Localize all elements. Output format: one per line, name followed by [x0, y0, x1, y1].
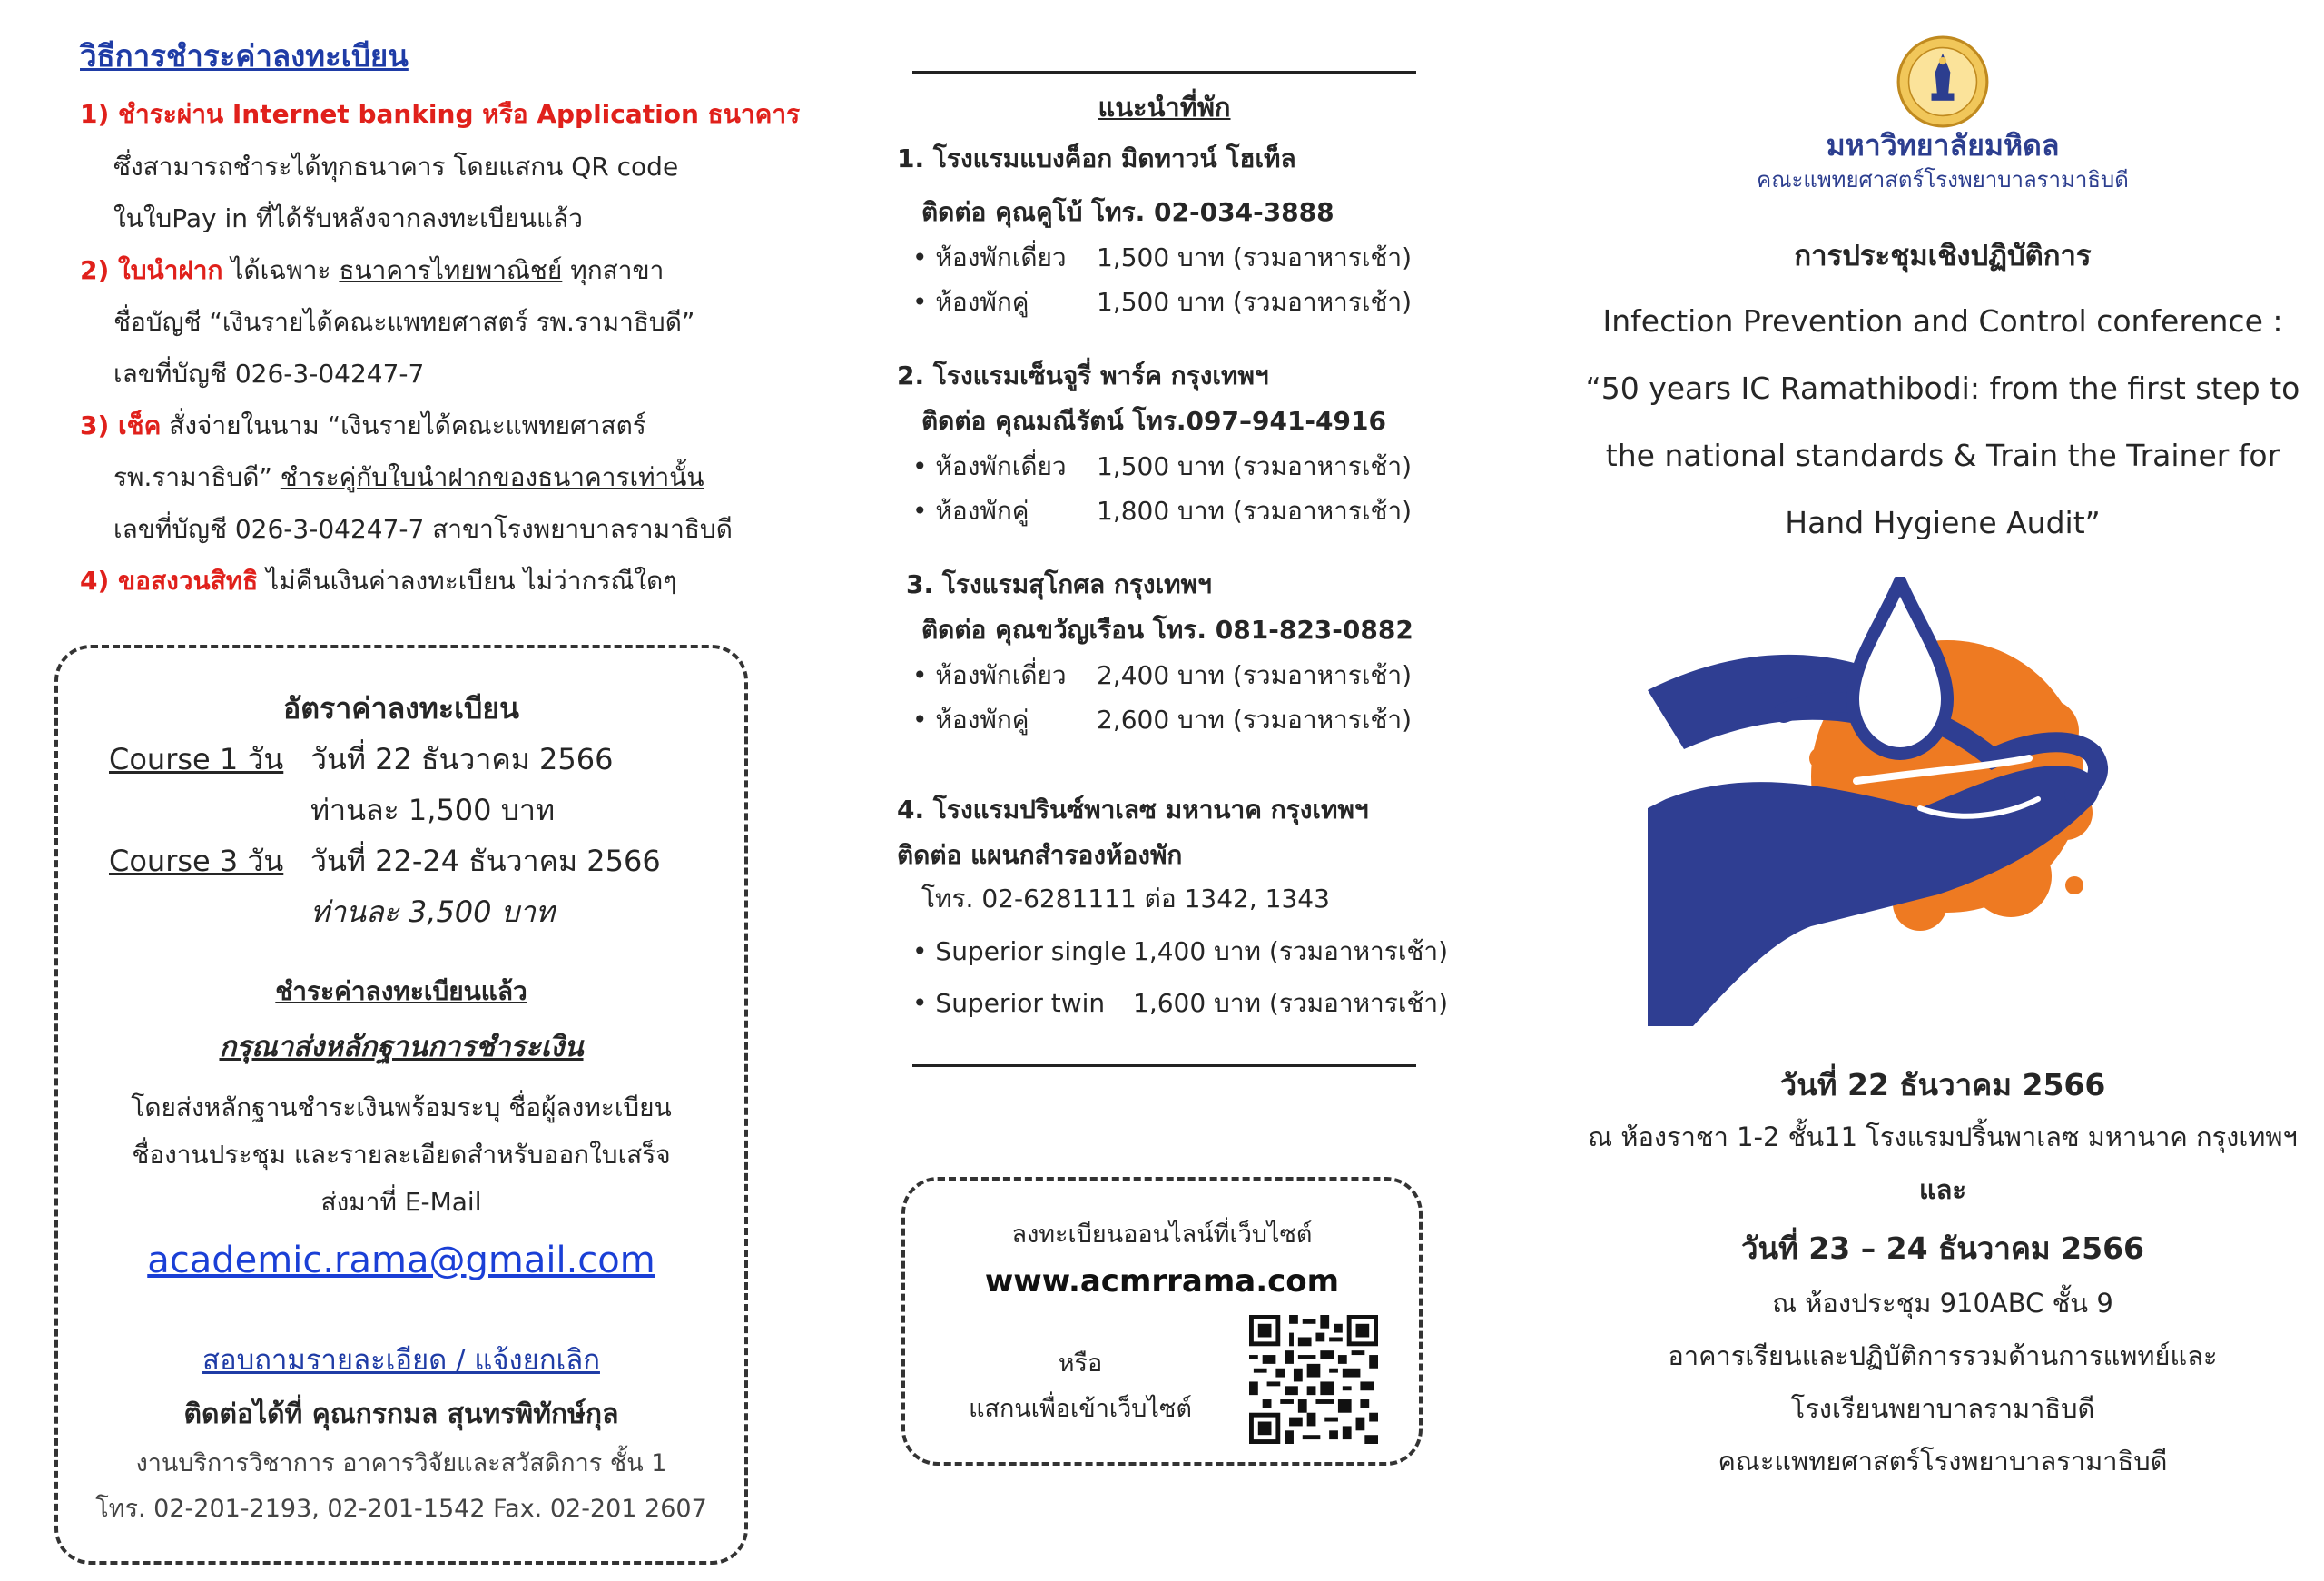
hotel-2-room-1-type: • ห้องพักเดี่ยว: [912, 451, 1067, 481]
hotel-3-room-1-price: 2,400 บาท (รวมอาหารเช้า): [1097, 660, 1413, 690]
mahidol-seal-logo-icon: [1896, 35, 1990, 129]
hotel-3-room-1-type: • ห้องพักเดี่ยว: [912, 660, 1067, 690]
payment-method-3-line2: เลขที่บัญชี 026-3-04247-7 สาขาโรงพยาบาลรามาธิบดี: [113, 514, 733, 544]
hotel-1-room-2-type: • ห้องพักคู่: [912, 287, 1029, 317]
venue-2-line4: คณะแพทยศาสตร์โรงพยาบาลรามาธิบดี: [1718, 1446, 2168, 1477]
contact-phone: โทร. 02-201-2193, 02-201-1542 Fax. 02-201 2607: [95, 1495, 707, 1523]
venue-2-line1: ณ ห้องประชุม 910ABC ชั้น 9: [1772, 1288, 2113, 1319]
register-label: ลงทะเบียนออนไลน์ที่เว็บไซต์: [1011, 1220, 1313, 1249]
contact-name: ติดต่อได้ที่ คุณกรกมล สุนทรพิทักษ์กุล: [183, 1398, 619, 1430]
payment-method-2-bank: ธนาคารไทยพาณิชย์: [339, 255, 563, 285]
venue-2-line3: โรงเรียนพยาบาลรามาธิบดี: [1790, 1393, 2095, 1424]
hotel-2-contact: ติดต่อ คุณมณีรัตน์ โทร.097–941-4916: [921, 406, 1386, 436]
payment-method-4: [80, 563, 676, 599]
send-proof-line1: โดยส่งหลักฐานชำระเงินพร้อมระบุ ชื่อผู้ลงทะเบียน: [131, 1092, 672, 1122]
payment-method-2-label: 2) ใบนำฝาก: [80, 255, 223, 285]
hotel-4-contact: ติดต่อ แผนกสำรองห้องพัก: [897, 840, 1183, 870]
payment-method-1-line1: ซึ่งสามารถชำระได้ทุกธนาคาร โดยแสกน QR code: [113, 152, 679, 182]
hotel-2-room-2-type: • ห้องพักคู่: [912, 496, 1029, 526]
hotel-4-room-1-price: 1,400 บาท (รวมอาหารเช้า): [1133, 936, 1449, 966]
hotel-4-room-2-price: 1,600 บาท (รวมอาหารเช้า): [1133, 988, 1449, 1018]
hotel-1-room-2-price: 1,500 บาท (รวมอาหารเช้า): [1097, 287, 1413, 317]
course-3-label: Course 3 วัน: [109, 844, 284, 878]
event-title-line1: Infection Prevention and Control conference :: [1602, 303, 2283, 339]
hotel-1-room-1-type: • ห้องพักเดี่ยว: [912, 242, 1067, 272]
register-scan: แสกนเพื่อเข้าเว็บไซต์: [969, 1395, 1192, 1423]
payment-method-3-line1a: รพ.รามาธิบดี”: [113, 462, 272, 492]
course-3-price: ท่านละ 3,500 บาท: [310, 894, 556, 929]
qr-code-icon[interactable]: [1249, 1315, 1378, 1444]
course-1-label: Course 1 วัน: [109, 742, 284, 776]
divider-bottom: [912, 1064, 1416, 1067]
payment-method-3-label: 3) เช็ค: [80, 410, 162, 440]
payment-method-2-line2: เลขที่บัญชี 026-3-04247-7: [113, 359, 425, 389]
hotel-1-room-1-price: 1,500 บาท (รวมอาหารเช้า): [1097, 242, 1413, 272]
payment-method-3: [80, 408, 646, 444]
divider-top: [912, 71, 1416, 74]
payment-method-4-label: 4) ขอสงวนสิทธิ: [80, 566, 259, 596]
hotel-1-contact: ติดต่อ คุณคูโบ้ โทร. 02-034-3888: [921, 197, 1334, 227]
payment-method-3-line1b: ชำระคู่กับใบนำฝากของธนาคารเท่านั้น: [280, 462, 704, 492]
hotel-2-name: 2. โรงแรมเซ็นจูรี่ พาร์ค กรุงเทพฯ: [897, 361, 1269, 390]
payment-method-3-text: สั่งจ่ายในนาม “เงินรายได้คณะแพทยศาสตร์: [169, 410, 646, 440]
course-3-date: วันที่ 22-24 ธันวาคม 2566: [310, 844, 661, 878]
paid-title: ชำระค่าลงทะเบียนแล้ว: [275, 976, 527, 1006]
and-text: และ: [1918, 1174, 1967, 1205]
send-proof-line2: ชื่องานประชุม และรายละเอียดสำหรับออกใบเสร็จ: [132, 1140, 671, 1170]
send-proof-title: กรุณาส่งหลักฐานการชำระเงิน: [219, 1031, 584, 1063]
venue-2-line2: อาคารเรียนและปฏิบัติการรวมด้านการแพทย์และ: [1668, 1340, 2218, 1371]
event-title-line4: Hand Hygiene Audit”: [1785, 505, 2101, 540]
event-title-line3: the national standards & Train the Trainer for: [1605, 438, 2280, 473]
course-1-date: วันที่ 22 ธันวาคม 2566: [310, 742, 614, 776]
payment-method-1-line2: ในใบPay in ที่ได้รับหลังจากลงทะเบียนแล้ว: [113, 203, 583, 233]
hotel-3-room-2-price: 2,600 บาท (รวมอาหารเช้า): [1097, 705, 1413, 735]
register-or: หรือ: [1058, 1349, 1103, 1378]
hotel-4-phone: โทร. 02-6281111 ต่อ 1342, 1343: [921, 884, 1330, 914]
event-type: การประชุมเชิงปฏิบัติการ: [1794, 240, 2092, 272]
contact-address: งานบริการวิชาการ อาคารวิจัยและสวัสดิการ ชั้น 1: [135, 1449, 667, 1477]
payment-method-3-line1: [113, 459, 704, 496]
payment-method-2: [80, 252, 664, 289]
hotel-3-room-2-type: • ห้องพักคู่: [912, 705, 1029, 735]
hotel-4-room-1-type: • Superior single: [912, 936, 1127, 966]
register-url[interactable]: www.acmrrama.com: [984, 1263, 1340, 1299]
payment-method-2-text: ได้เฉพาะ: [231, 255, 331, 285]
hand-water-drop-illustration: [1648, 577, 2211, 1031]
hotel-4-name: 4. โรงแรมปรินซ์พาเลซ มหานาค กรุงเทพฯ: [897, 795, 1369, 825]
contact-title: สอบถามรายละเอียด / แจ้งยกเลิก: [202, 1344, 600, 1377]
hotel-1-name: 1. โรงแรมแบงค็อก มิดทาวน์ โฮเท็ล: [897, 143, 1296, 173]
payment-method-2-tail: ทุกสาขา: [570, 255, 665, 285]
university-name: มหาวิทยาลัยมหิดล: [1826, 128, 2060, 163]
send-proof-line3: ส่งมาที่ E-Mail: [320, 1187, 482, 1217]
course-1-price: ท่านละ 1,500 บาท: [310, 793, 556, 827]
hotel-2-room-2-price: 1,800 บาท (รวมอาหารเช้า): [1097, 496, 1413, 526]
payment-method-4-text: ไม่คืนเงินค่าลงทะเบียน ไม่ว่ากรณีใดๆ: [266, 566, 677, 596]
date-1: วันที่ 22 ธันวาคม 2566: [1779, 1067, 2106, 1102]
venue-1: ณ ห้องราชา 1-2 ชั้น11 โรงแรมปริ้นพาเลซ มหานาค กรุงเทพฯ: [1588, 1122, 2298, 1152]
hotel-3-name: 3. โรงแรมสุโกศล กรุงเทพฯ: [906, 569, 1212, 599]
fees-title: อัตราค่าลงทะเบียน: [283, 691, 519, 726]
payment-method-1: 1) ชำระผ่าน Internet banking หรือ Application ธนาคาร: [80, 99, 801, 129]
hotels-title: แนะนำที่พัก: [1098, 92, 1231, 123]
date-2: วันที่ 23 – 24 ธันวาคม 2566: [1740, 1230, 2145, 1266]
hotel-4-room-2-type: • Superior twin: [912, 988, 1106, 1018]
payment-method-2-line1: ชื่อบัญชี “เงินรายได้คณะแพทยศาสตร์ รพ.รามาธิบดี”: [113, 307, 695, 337]
payment-title: วิธีการชำระค่าลงทะเบียน: [80, 38, 409, 74]
faculty-name: คณะแพทยศาสตร์โรงพยาบาลรามาธิบดี: [1757, 167, 2129, 193]
event-title-line2: “50 years IC Ramathibodi: from the first step to: [1585, 371, 2300, 406]
hotel-2-room-1-price: 1,500 บาท (รวมอาหารเช้า): [1097, 451, 1413, 481]
hotel-3-contact: ติดต่อ คุณขวัญเรือน โทร. 081-823-0882: [921, 615, 1413, 645]
email-link[interactable]: academic.rama@gmail.com: [147, 1240, 655, 1281]
